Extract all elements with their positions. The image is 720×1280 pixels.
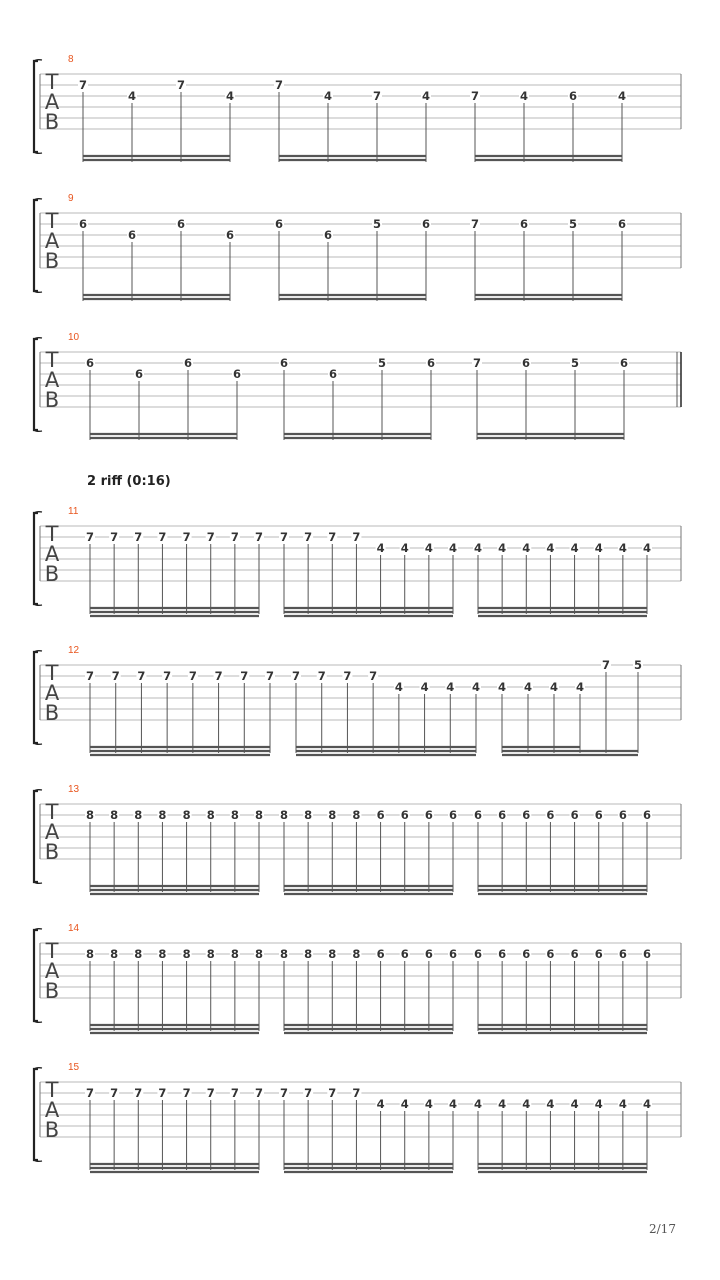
- system-bracket: [34, 200, 38, 291]
- fret-number: 7: [470, 217, 480, 231]
- bar-number: 13: [68, 784, 80, 795]
- bar-number: 10: [68, 332, 80, 343]
- tab-clef-letter: T: [45, 348, 59, 372]
- fret-number: 6: [546, 808, 555, 822]
- fret-number: 7: [206, 530, 215, 544]
- fret-number: 4: [570, 1097, 579, 1111]
- tab-clef-letter: A: [44, 542, 60, 566]
- fret-number: 4: [594, 1097, 603, 1111]
- fret-number: 7: [182, 1086, 191, 1100]
- fret-number: 4: [618, 1097, 627, 1111]
- system-bar-12: [34, 645, 681, 755]
- fret-number: 5: [568, 217, 578, 231]
- tab-clef-letter: T: [45, 209, 59, 233]
- system-bar-11: [34, 474, 681, 616]
- fret-number: 4: [400, 541, 409, 555]
- fret-number: 6: [134, 367, 144, 381]
- fret-number: 6: [225, 228, 235, 242]
- fret-number: 8: [85, 947, 95, 961]
- fret-number: 4: [549, 680, 559, 694]
- fret-number: 7: [279, 530, 289, 544]
- fret-number: 6: [618, 947, 627, 961]
- fret-number: 6: [618, 808, 627, 822]
- fret-number: 4: [473, 1097, 483, 1111]
- fret-number: 5: [372, 217, 382, 231]
- fret-number: 8: [230, 947, 239, 961]
- fret-number: 8: [182, 947, 191, 961]
- tab-clef-letter: A: [44, 820, 60, 844]
- fret-number: 8: [328, 808, 337, 822]
- fret-number: 6: [376, 947, 385, 961]
- fret-number: 7: [111, 669, 120, 683]
- fret-number: 4: [225, 89, 235, 103]
- system-bracket: [34, 791, 38, 882]
- fret-number: 4: [376, 541, 385, 555]
- fret-number: 7: [279, 1086, 289, 1100]
- fret-number: 4: [546, 1097, 555, 1111]
- bar-number: 15: [68, 1062, 80, 1073]
- system-bracket: [34, 652, 38, 743]
- fret-number: 4: [522, 541, 531, 555]
- system-bar-8: [34, 54, 681, 162]
- fret-number: 7: [304, 530, 313, 544]
- fret-number: 7: [85, 669, 95, 683]
- fret-number: 7: [372, 89, 382, 103]
- fret-number: 7: [206, 1086, 215, 1100]
- bar-number: 8: [68, 54, 74, 65]
- fret-number: 7: [304, 1086, 313, 1100]
- fret-number: 7: [158, 1086, 167, 1100]
- fret-number: 4: [617, 89, 627, 103]
- fret-number: 6: [328, 367, 338, 381]
- fret-number: 7: [137, 669, 146, 683]
- fret-number: 7: [254, 1086, 264, 1100]
- fret-number: 7: [470, 89, 480, 103]
- fret-number: 6: [619, 356, 629, 370]
- tab-clef-letter: B: [44, 249, 60, 273]
- tab-clef-letter: B: [44, 701, 60, 725]
- fret-number: 6: [522, 947, 531, 961]
- fret-number: 7: [158, 530, 167, 544]
- fret-number: 7: [134, 1086, 143, 1100]
- tab-clef-letter: T: [45, 939, 59, 963]
- fret-number: 4: [642, 1097, 652, 1111]
- tab-clef-letter: A: [44, 959, 60, 983]
- bar-number: 12: [68, 645, 80, 656]
- fret-number: 6: [521, 356, 531, 370]
- fret-number: 4: [323, 89, 333, 103]
- fret-number: 4: [497, 680, 507, 694]
- fret-number: 7: [472, 356, 482, 370]
- fret-number: 8: [182, 808, 191, 822]
- system-bracket: [34, 513, 38, 604]
- fret-number: 8: [352, 808, 361, 822]
- fret-number: 8: [279, 947, 289, 961]
- tab-clef-letter: T: [45, 661, 59, 685]
- bar-number: 11: [68, 506, 79, 517]
- system-bar-10: [34, 332, 681, 440]
- tab-clef-letter: A: [44, 368, 60, 392]
- fret-number: 7: [163, 669, 172, 683]
- tab-clef-letter: B: [44, 1118, 60, 1142]
- fret-number: 6: [448, 947, 458, 961]
- fret-number: 8: [158, 808, 167, 822]
- tab-clef-letter: A: [44, 1098, 60, 1122]
- fret-number: 7: [85, 1086, 95, 1100]
- fret-number: 6: [176, 217, 186, 231]
- fret-number: 4: [424, 541, 433, 555]
- fret-number: 7: [291, 669, 301, 683]
- fret-number: 7: [230, 530, 239, 544]
- system-bracket: [34, 930, 38, 1021]
- fret-number: 4: [498, 1097, 507, 1111]
- fret-number: 6: [519, 217, 529, 231]
- fret-number: 5: [633, 658, 643, 672]
- fret-number: 6: [279, 356, 289, 370]
- tab-clef-letter: B: [44, 979, 60, 1003]
- fret-number: 7: [254, 530, 264, 544]
- fret-number: 7: [182, 530, 191, 544]
- fret-number: 7: [352, 1086, 361, 1100]
- fret-number: 7: [601, 658, 611, 672]
- fret-number: 8: [206, 947, 215, 961]
- fret-number: 7: [352, 530, 361, 544]
- fret-number: 4: [448, 1097, 458, 1111]
- fret-number: 8: [230, 808, 239, 822]
- fret-number: 8: [110, 808, 119, 822]
- fret-number: 8: [134, 808, 143, 822]
- fret-number: 8: [206, 808, 215, 822]
- tab-clef-letter: A: [44, 229, 60, 253]
- fret-number: 4: [424, 1097, 433, 1111]
- fret-number: 6: [127, 228, 137, 242]
- fret-number: 4: [471, 680, 481, 694]
- fret-number: 4: [570, 541, 579, 555]
- system-bar-13: [34, 784, 681, 894]
- fret-number: 8: [254, 808, 264, 822]
- fret-number: 6: [232, 367, 242, 381]
- fret-number: 6: [498, 808, 507, 822]
- fret-number: 8: [279, 808, 289, 822]
- fret-number: 6: [183, 356, 193, 370]
- fret-number: 4: [618, 541, 627, 555]
- fret-number: 6: [617, 217, 627, 231]
- fret-number: 6: [85, 356, 95, 370]
- fret-number: 6: [376, 808, 385, 822]
- tab-clef-letter: A: [44, 90, 60, 114]
- fret-number: 8: [254, 947, 264, 961]
- system-bracket: [34, 61, 38, 152]
- fret-number: 4: [523, 680, 533, 694]
- fret-number: 6: [421, 217, 431, 231]
- system-bar-14: [34, 923, 681, 1033]
- fret-number: 8: [158, 947, 167, 961]
- fret-number: 6: [642, 947, 652, 961]
- fret-number: 4: [448, 541, 458, 555]
- fret-number: 4: [498, 541, 507, 555]
- section-label: 2 riff (0:16): [87, 474, 171, 489]
- fret-number: 7: [369, 669, 378, 683]
- fret-number: 7: [188, 669, 197, 683]
- fret-number: 6: [274, 217, 284, 231]
- fret-number: 6: [448, 808, 458, 822]
- fret-number: 6: [594, 947, 603, 961]
- fret-number: 6: [498, 947, 507, 961]
- fret-number: 6: [570, 808, 579, 822]
- fret-number: 7: [134, 530, 143, 544]
- fret-number: 4: [522, 1097, 531, 1111]
- fret-number: 4: [446, 680, 455, 694]
- system-bar-9: [34, 193, 681, 301]
- fret-number: 4: [421, 89, 431, 103]
- fret-number: 4: [473, 541, 483, 555]
- fret-number: 4: [594, 541, 603, 555]
- fret-number: 8: [304, 947, 313, 961]
- fret-number: 6: [426, 356, 436, 370]
- bar-number: 14: [68, 923, 80, 934]
- fret-number: 4: [519, 89, 529, 103]
- fret-number: 7: [230, 1086, 239, 1100]
- tab-clef-letter: T: [45, 70, 59, 94]
- fret-number: 6: [568, 89, 578, 103]
- fret-number: 4: [127, 89, 137, 103]
- fret-number: 7: [85, 530, 95, 544]
- fret-number: 5: [377, 356, 387, 370]
- tab-clef-letter: B: [44, 110, 60, 134]
- fret-number: 6: [424, 947, 433, 961]
- fret-number: 4: [546, 541, 555, 555]
- fret-number: 7: [328, 530, 337, 544]
- fret-number: 6: [473, 808, 483, 822]
- system-bracket: [34, 1069, 38, 1160]
- fret-number: 6: [594, 808, 603, 822]
- fret-number: 7: [274, 78, 284, 92]
- fret-number: 8: [134, 947, 143, 961]
- fret-number: 6: [546, 947, 555, 961]
- fret-number: 8: [110, 947, 119, 961]
- fret-number: 7: [343, 669, 352, 683]
- fret-number: 4: [575, 680, 585, 694]
- bar-number: 9: [68, 193, 74, 204]
- fret-number: 6: [78, 217, 88, 231]
- fret-number: 4: [400, 1097, 409, 1111]
- fret-number: 7: [265, 669, 275, 683]
- fret-number: 4: [420, 680, 429, 694]
- tab-clef-letter: B: [44, 562, 60, 586]
- tab-clef-letter: A: [44, 681, 60, 705]
- tab-clef-letter: T: [45, 800, 59, 824]
- fret-number: 4: [394, 680, 403, 694]
- page-number: 2/17: [649, 1222, 676, 1236]
- fret-number: 7: [328, 1086, 337, 1100]
- fret-number: 8: [85, 808, 95, 822]
- fret-number: 5: [570, 356, 580, 370]
- fret-number: 7: [214, 669, 223, 683]
- fret-number: 6: [473, 947, 483, 961]
- fret-number: 8: [328, 947, 337, 961]
- system-bracket: [34, 339, 38, 430]
- fret-number: 6: [400, 947, 409, 961]
- fret-number: 6: [642, 808, 652, 822]
- fret-number: 6: [323, 228, 333, 242]
- system-bar-15: [34, 1062, 681, 1172]
- fret-number: 6: [522, 808, 531, 822]
- fret-number: 6: [400, 808, 409, 822]
- fret-number: 7: [317, 669, 326, 683]
- fret-number: 4: [376, 1097, 385, 1111]
- fret-number: 8: [352, 947, 361, 961]
- fret-number: 7: [176, 78, 186, 92]
- tab-clef-letter: B: [44, 840, 60, 864]
- fret-number: 6: [424, 808, 433, 822]
- fret-number: 4: [642, 541, 652, 555]
- fret-number: 8: [304, 808, 313, 822]
- fret-number: 6: [570, 947, 579, 961]
- tab-clef-letter: T: [45, 1078, 59, 1102]
- tab-clef-letter: B: [44, 388, 60, 412]
- fret-number: 7: [78, 78, 88, 92]
- fret-number: 7: [110, 530, 119, 544]
- fret-number: 7: [110, 1086, 119, 1100]
- tab-clef-letter: T: [45, 522, 59, 546]
- fret-number: 7: [240, 669, 249, 683]
